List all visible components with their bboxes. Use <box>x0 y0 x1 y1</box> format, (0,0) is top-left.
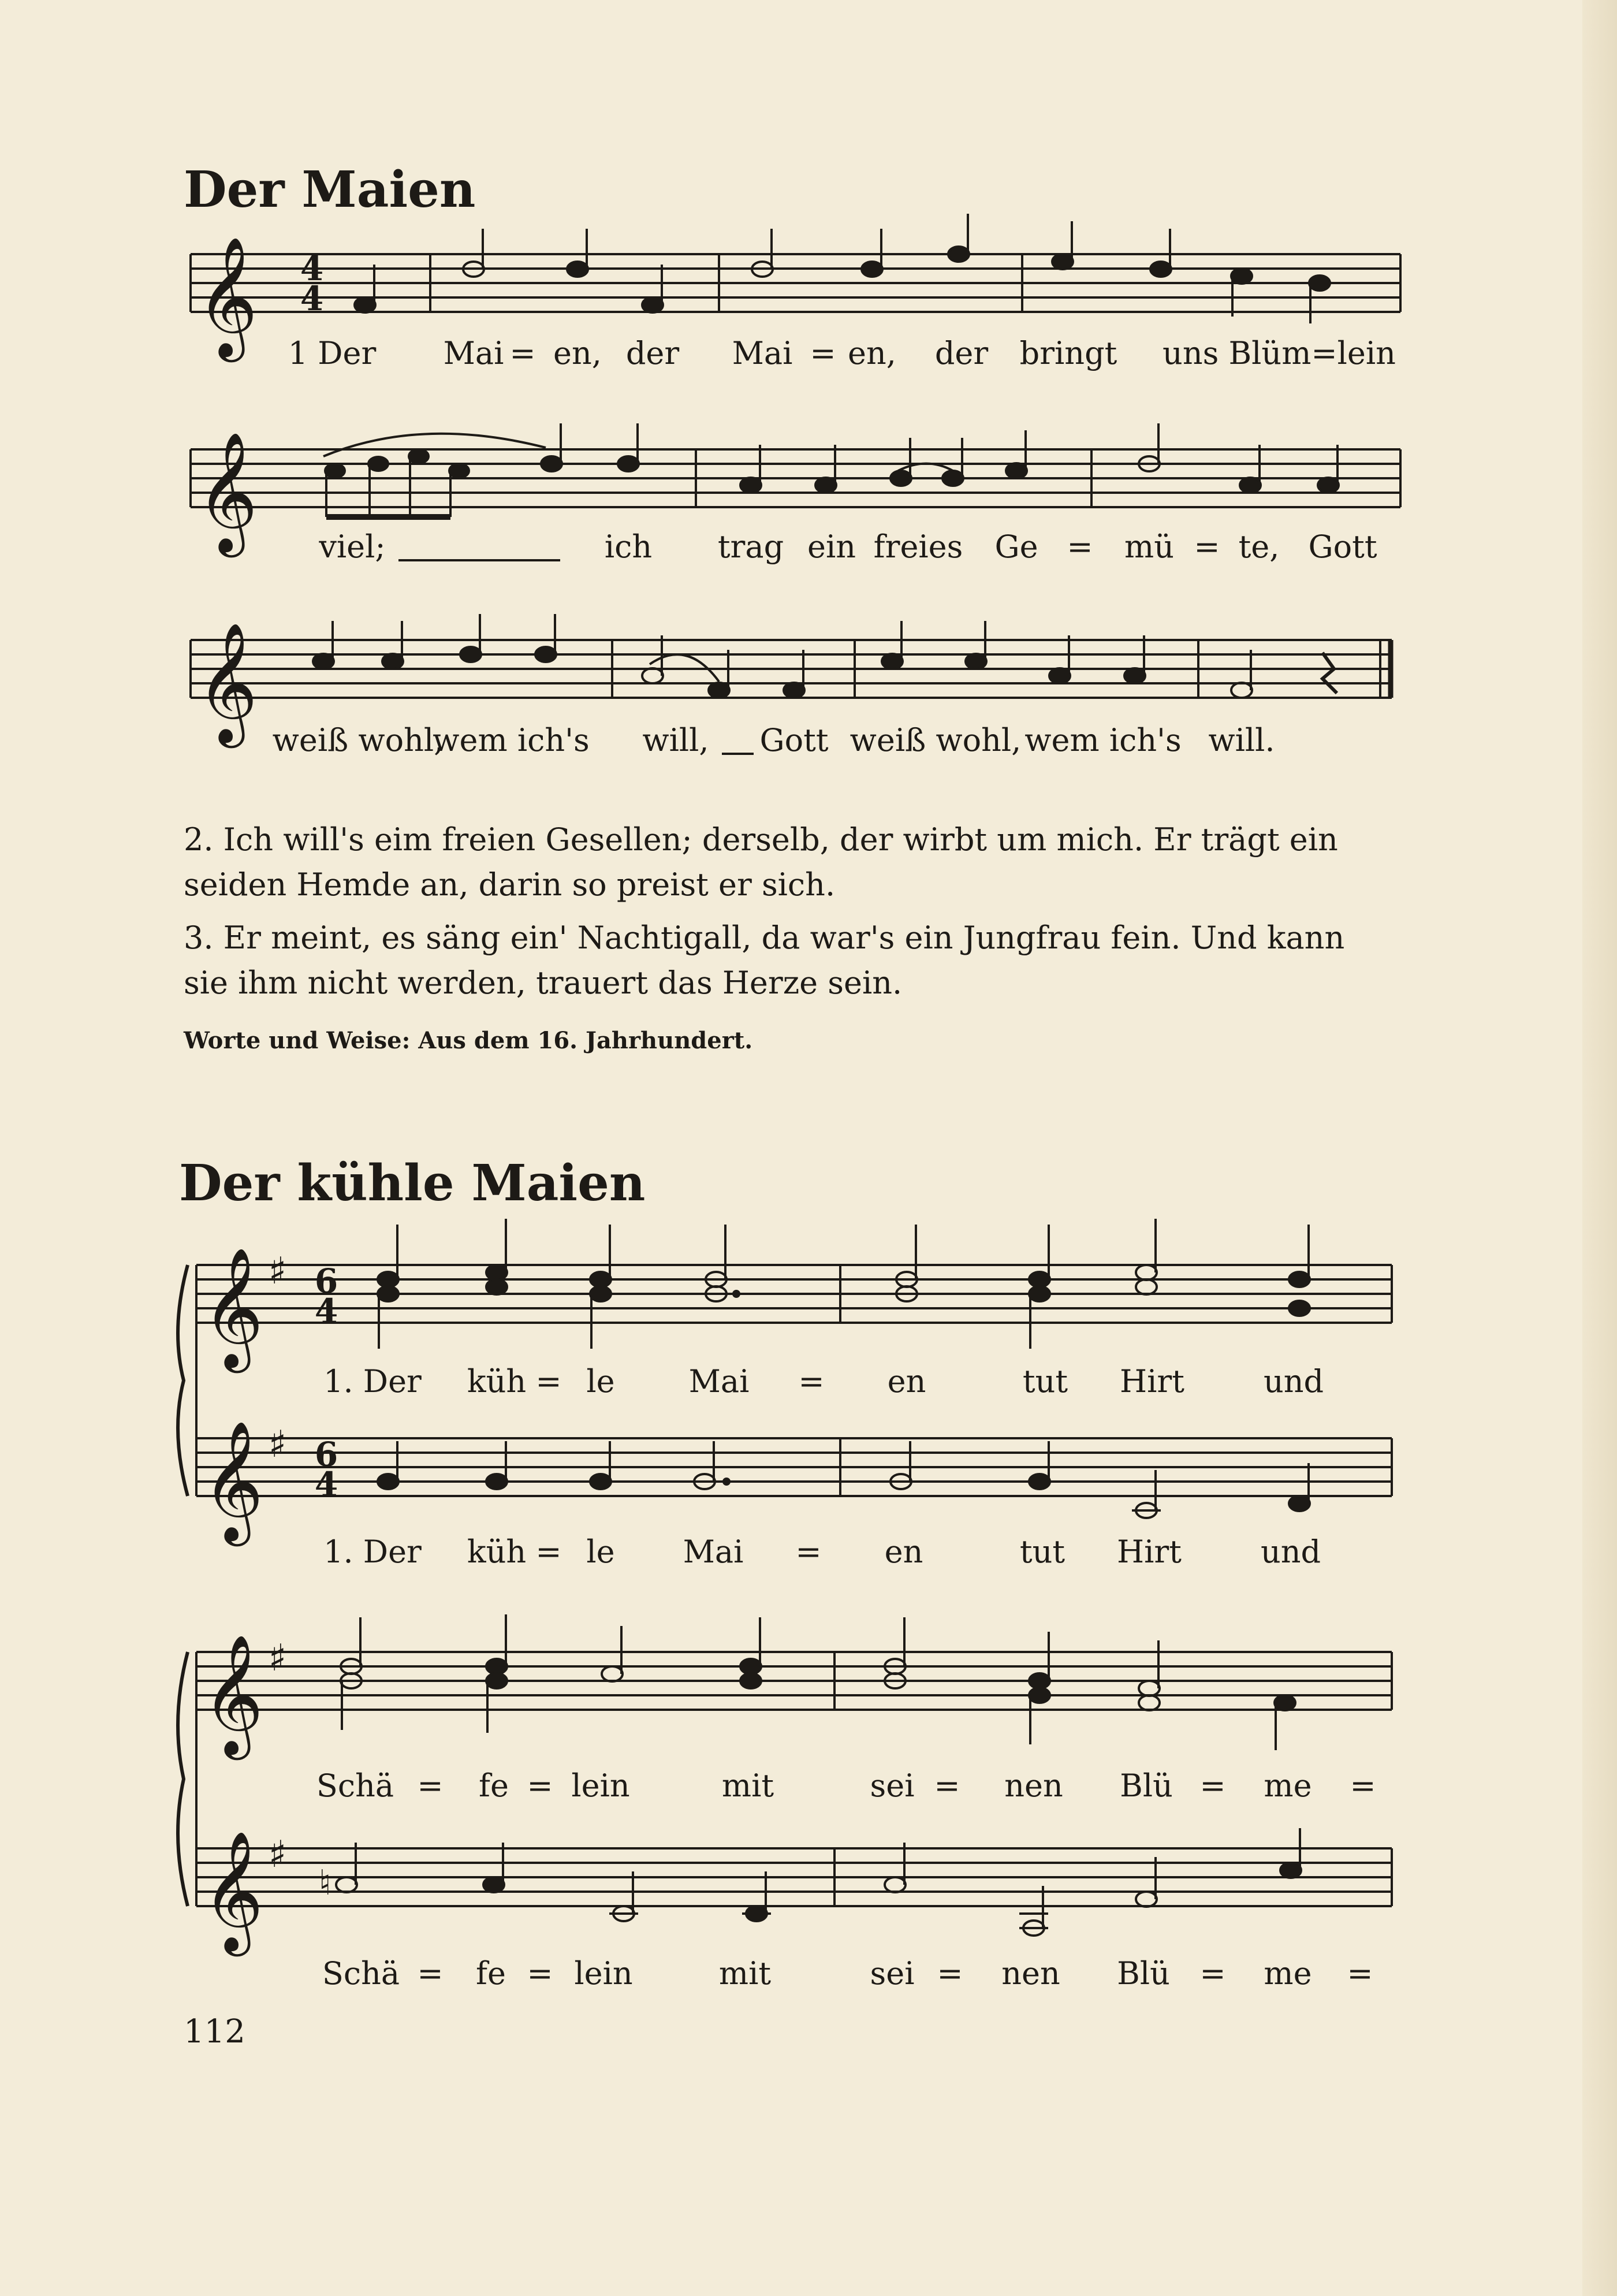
lyric: tut <box>1019 1534 1065 1570</box>
lyric: = <box>934 1767 960 1804</box>
lyric: Schä <box>322 1955 400 1992</box>
lyric: wem ich's <box>1024 722 1182 758</box>
time-sig-den: 4 <box>314 1465 338 1504</box>
lyric: 1. Der <box>323 1363 422 1400</box>
verse-line: 2. Ich will's eim freien Gesellen; derselb, der wirbt um mich. Er trägt ein <box>184 821 1338 858</box>
time-sig-den: 4 <box>314 1292 338 1331</box>
lyric: wem ich's <box>433 722 590 758</box>
lyric: weiß wohl, <box>850 722 1022 758</box>
lyric: und <box>1260 1534 1321 1570</box>
lyric: 1. Der <box>323 1534 422 1570</box>
treble-clef-icon: 𝄞 <box>202 1830 264 1951</box>
lyric: mit <box>718 1955 772 1992</box>
time-sig-num: 6 <box>314 1262 338 1301</box>
treble-clef-icon: 𝄞 <box>202 1634 264 1755</box>
lyric: mit <box>721 1767 774 1804</box>
lyric: Gott <box>759 722 829 758</box>
lyric: = <box>937 1955 963 1992</box>
verse-line: seiden Hemde an, darin so preist er sich. <box>184 866 836 903</box>
lyric: der <box>625 335 680 371</box>
lyric: lein <box>574 1955 633 1992</box>
natural-icon: ♮ <box>319 1863 331 1903</box>
lyric: fe <box>476 1955 506 1992</box>
treble-clef-icon: 𝄞 <box>196 236 258 357</box>
lyric: ein <box>807 529 856 565</box>
lyric: küh <box>467 1534 527 1570</box>
lyric: sei <box>870 1767 915 1804</box>
lyric: Ge <box>994 529 1038 565</box>
lyric: nen <box>1001 1955 1060 1992</box>
lyric: = <box>1067 529 1093 565</box>
lyric: = <box>1350 1767 1376 1804</box>
lyric: en <box>887 1363 926 1400</box>
lyric: = <box>509 335 536 371</box>
lyric: = <box>1194 529 1220 565</box>
verse-line: sie ihm nicht werden, trauert das Herze sein. <box>184 965 903 1001</box>
lyric: en, <box>553 335 602 371</box>
lyric: Hirt <box>1120 1363 1184 1400</box>
lyric: = <box>417 1955 444 1992</box>
lyric: Hirt <box>1117 1534 1182 1570</box>
lyric: = <box>798 1363 825 1400</box>
lyric: me <box>1264 1955 1312 1992</box>
lyric: küh <box>467 1363 527 1400</box>
lyric: le <box>586 1363 615 1400</box>
lyric: = <box>535 1363 562 1400</box>
lyric: uns Blüm=lein <box>1163 335 1396 371</box>
lyric: = <box>527 1955 553 1992</box>
lyric: fe <box>479 1767 509 1804</box>
lyric: Mai <box>688 1363 750 1400</box>
lyric: Mai <box>683 1534 744 1570</box>
lyric: nen <box>1004 1767 1063 1804</box>
lyric: und <box>1263 1363 1324 1400</box>
sharp-icon: ♯ <box>269 1833 286 1876</box>
lyric: Schä <box>316 1767 394 1804</box>
treble-clef-icon: 𝄞 <box>196 431 258 552</box>
lyric: = <box>1199 1767 1226 1804</box>
lyric: trag <box>717 529 784 565</box>
lyric: der <box>934 335 989 371</box>
sharp-icon: ♯ <box>269 1250 286 1293</box>
song2-title: Der kühle Maien <box>179 1154 646 1212</box>
lyric: will. <box>1208 722 1275 758</box>
song1-title: Der Maien <box>184 161 476 219</box>
lyric: Gott <box>1308 529 1377 565</box>
lyric: viel; <box>319 529 386 565</box>
lyric: = <box>417 1767 444 1804</box>
lyric: me <box>1264 1767 1312 1804</box>
verse-line: 3. Er meint, es säng ein' Nachtigall, da war's ein Jungfrau fein. Und kann <box>184 920 1345 956</box>
lyric: mü <box>1124 529 1174 565</box>
lyric: le <box>586 1534 615 1570</box>
lyric: weiß wohl, <box>272 722 444 758</box>
time-sig-num: 4 <box>300 249 324 288</box>
lyric: Blü <box>1120 1767 1173 1804</box>
lyric: = <box>795 1534 822 1570</box>
lyric: lein <box>571 1767 630 1804</box>
lyric: tut <box>1022 1363 1068 1400</box>
lyric: te, <box>1238 529 1280 565</box>
lyric: en <box>884 1534 923 1570</box>
lyric: sei <box>870 1955 915 1992</box>
sharp-icon: ♯ <box>269 1637 286 1680</box>
lyric: en, <box>848 335 896 371</box>
lyric: Blü <box>1117 1955 1170 1992</box>
lyric: will, <box>642 722 709 758</box>
treble-clef-icon: 𝄞 <box>202 1420 264 1541</box>
time-sig-den: 4 <box>300 279 324 318</box>
credit-line: Worte und Weise: Aus dem 16. Jahrhundert. <box>184 1027 753 1054</box>
lyric: Mai <box>443 335 504 371</box>
lyric: 1 Der <box>288 335 377 371</box>
treble-clef-icon: 𝄞 <box>196 622 258 743</box>
lyric: freies <box>873 529 963 565</box>
lyric: = <box>535 1534 562 1570</box>
sharp-icon: ♯ <box>269 1423 286 1466</box>
lyric: = <box>810 335 836 371</box>
lyric: = <box>527 1767 553 1804</box>
lyric: ich <box>604 529 653 565</box>
treble-clef-icon: 𝄞 <box>202 1247 264 1368</box>
lyric: bringt <box>1019 335 1117 371</box>
time-sig-num: 6 <box>314 1435 338 1474</box>
lyric: = <box>1199 1955 1226 1992</box>
lyric: Mai <box>732 335 793 371</box>
page-number: 112 <box>184 2013 245 2051</box>
lyric: = <box>1347 1955 1373 1992</box>
